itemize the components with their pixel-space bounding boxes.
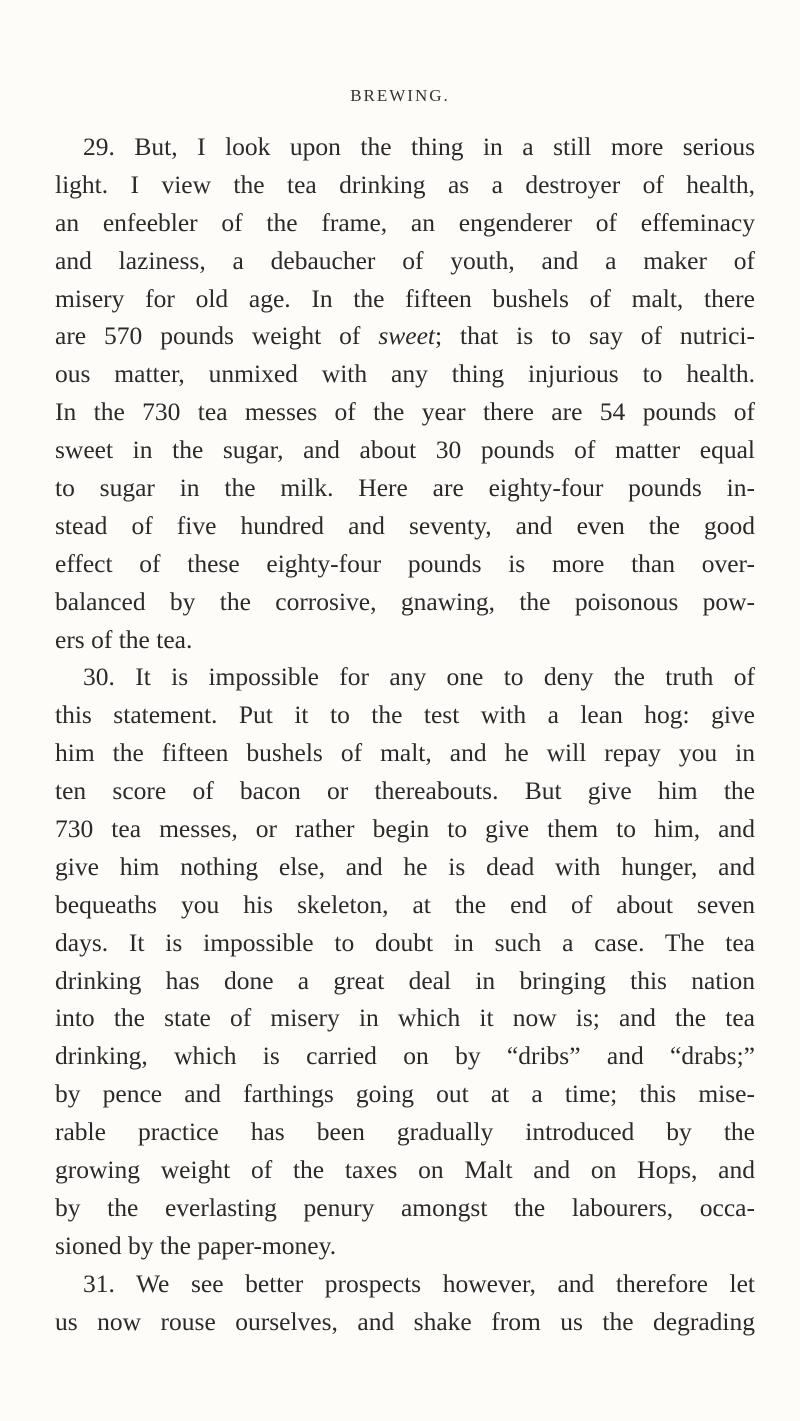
text-line: are 570 pounds weight of sweet; that is to say of nutrici- — [55, 321, 755, 351]
text-line: misery for old age. In the fifteen bushels of malt, there — [55, 283, 755, 313]
text-line: this statement. Put it to the test with a lean hog: give — [55, 700, 755, 730]
text-line: sioned by the paper-money. — [55, 1230, 337, 1260]
text-line: by the everlasting penury amongst the labourers, occa- — [55, 1192, 755, 1222]
text-line: effect of these eighty-four pounds is more than over- — [55, 548, 755, 578]
text-line: light. I view the tea drinking as a destroyer of health, — [55, 169, 755, 199]
text-line: balanced by the corrosive, gnawing, the poisonous pow- — [55, 586, 755, 616]
text-line: In the 730 tea messes of the year there are 54 pounds of — [55, 397, 755, 427]
body-text — [55, 128, 755, 1341]
text-line: 31. We see better prospects however, and therefore let — [83, 1268, 755, 1298]
text-line: into the state of misery in which it now is; and the tea — [55, 1003, 755, 1033]
text-line: an enfeebler of the frame, an engenderer of effeminacy — [55, 207, 755, 237]
text-line: to sugar in the milk. Here are eighty-four pounds in- — [55, 473, 755, 503]
text-line: ous matter, unmixed with any thing injurious to health. — [55, 359, 755, 389]
text-line: 29. But, I look upon the thing in a still more serious — [83, 132, 755, 161]
text-line: bequeaths you his skeleton, at the end of about seven — [55, 889, 755, 919]
text-line: give him nothing else, and he is dead with hunger, and — [55, 851, 755, 881]
text-line: 30. It is impossible for any one to deny the truth of — [83, 662, 755, 692]
text-line: growing weight of the taxes on Malt and on Hops, and — [55, 1155, 755, 1185]
text-line: drinking, which is carried on by “dribs” and “drabs;” — [55, 1041, 755, 1071]
italic-word: sweet — [378, 321, 435, 351]
text-line: drinking has done a great deal in bringing this nation — [55, 965, 755, 995]
text-line: sweet in the sugar, and about 30 pounds of matter equal — [55, 435, 755, 465]
text-line: us now rouse ourselves, and shake from us the degrading — [55, 1306, 755, 1336]
text-line: rable practice has been gradually introduced by the — [55, 1117, 755, 1147]
text-line: ers of the tea. — [55, 624, 193, 654]
text-line: days. It is impossible to doubt in such a case. The tea — [55, 927, 755, 957]
text-line: by pence and farthings going out at a time; this mise- — [55, 1079, 755, 1109]
text-line: him the fifteen bushels of malt, and he will repay you in — [55, 738, 755, 768]
running-head: BREWING. — [350, 86, 450, 105]
text-line: and laziness, a debaucher of youth, and a maker of — [55, 245, 755, 275]
text-line: ten score of bacon or thereabouts. But give him the — [55, 776, 755, 806]
text-line: 730 tea messes, or rather begin to give them to him, and — [55, 814, 755, 844]
text-line: stead of five hundred and seventy, and even the good — [55, 510, 755, 540]
